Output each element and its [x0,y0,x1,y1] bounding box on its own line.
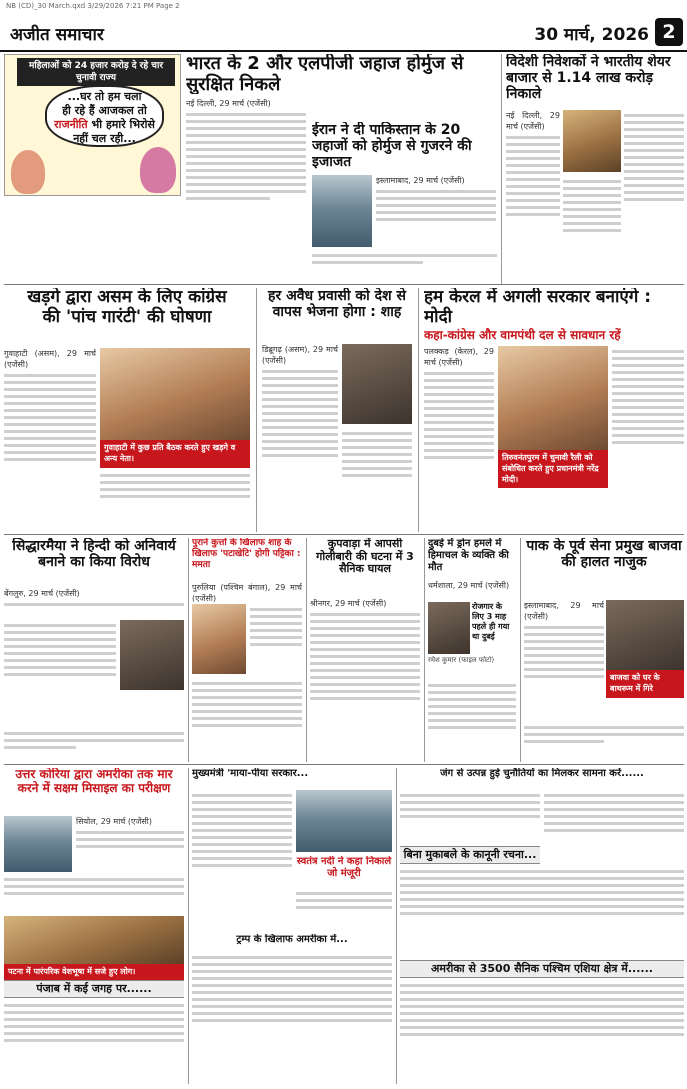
column-divider [424,538,425,762]
punjab-body [4,1000,184,1080]
parade-caption: पटना में पारंपरिक वेशभूषा में सजे हुए लोग। [4,964,184,980]
section-rule [4,764,684,765]
siddaramaiah-dateline: बेंगलुरु, 29 मार्च (एजेंसी) [4,589,80,598]
kharge-dateline: गुवाहाटी (असम), 29 मार्च (एजेंसी) [4,349,96,369]
tripura-sub2-box [192,934,392,950]
kupwara-headline-box [310,538,420,594]
shares-dateline: नई दिल्ली, 29 मार्च (एजेंसी) [506,111,560,131]
shah-story-tail [342,428,412,530]
tripura-photo [296,790,392,852]
cartoon-caption: महिलाओं को 24 हजार करोड़ दे रहे चार चुनावी राज्य [17,58,175,86]
siddaramaiah-tail [4,728,184,760]
tripura-body-col2 [296,888,392,930]
lpg-dateline: नई दिल्ली, 29 मार्च (एजेंसी) [186,99,271,108]
modi-story-col3 [612,346,684,530]
modi-story-headline-box [424,288,684,342]
dubai-headline-box [428,538,516,578]
bubble-highlight: राजनीति [54,118,88,131]
kupwara-body [310,598,420,762]
section-rule [4,534,684,535]
war-subhead: बिना मुकाबले के कानूनी रचना... [400,846,540,864]
tripura-body-bottom [192,952,392,1082]
mamata-headline: पुराने कुत्तों के खिलाफ शाह के खिलाफ 'पटाखेटि' होगी पट्टिका : ममता [192,538,301,570]
bajwa-dateline: इस्लामाबाद, 29 मार्च (एजेंसी) [524,601,604,621]
shah-dateline: डिब्रूगढ़ (असम), 29 मार्च (एजेंसी) [262,345,338,365]
column-divider [188,768,189,1084]
issue-date: 30 मार्च, 2026 [534,25,649,45]
dubai-dateline-box [428,580,516,600]
korea-headline-box [4,768,184,812]
modi-story-body [424,346,494,530]
bajwa-headline-box [524,538,684,598]
column-divider [256,288,257,532]
kharge-headline-line2: की 'पांच गारंटी' की घोषणा [42,306,212,327]
mamata-body-right [250,604,302,674]
dubai-caption: रमेश कुमार (फाइल फोटो) [428,656,495,664]
section-rule [4,284,684,285]
shares-story-headline-box [506,54,684,106]
iran-story-tail [312,250,497,272]
siddaramaiah-body [4,620,116,724]
modi-photo [498,346,608,450]
column-divider [396,768,397,1084]
dubai-body [428,680,516,762]
missile-photo [4,816,72,872]
korea-body [76,816,184,872]
korea-tail [4,874,184,914]
column-divider [306,538,307,762]
bajwa-photo [606,600,684,670]
modi-story-headline: हम केरल में अगली सरकार बनाएंगे : मोदी [424,288,652,327]
bubble-text-1: ...घर तो हम चला [67,90,142,103]
kharge-photo-caption: गुवाहाटी में कुछ प्रति बैठक करते हुए खड़गे व अन्य नेता। [100,440,250,468]
cartoon-figure-right [140,147,176,193]
kupwara-dateline: श्रीनगर, 29 मार्च (एजेंसी) [310,599,387,608]
iran-dateline: इस्लामाबाद, 29 मार्च (एजेंसी) [376,176,465,185]
shares-story-body-col3 [624,110,684,280]
war-body-wide [400,866,684,956]
bubble-text-2: ही रहे हैं आजकल तो [62,104,147,117]
kupwara-headline: कुपवाड़ा में आपसी गोलीबारी की घटना में 3 सैनिक घायल [316,538,414,576]
page-number: 2 [655,18,683,46]
shares-story-body-col2 [563,176,621,280]
shares-story-body-col1 [506,110,560,280]
bajwa-body [524,600,604,720]
modi-dateline: पलक्कड़ (केरल), 29 मार्च (एजेंसी) [424,347,494,367]
shares-story-headline: विदेशी निवेशकों ने भारतीय शेयर बाजार से 1.14 लाख करोड़ निकाले [506,54,671,103]
masthead [0,14,687,52]
modi-story-subheadline: कहा-कांग्रेस और वामपंथी दल से सावधान रहें [424,328,621,342]
cartoon-speech-bubble [45,85,164,147]
war-body-col2 [544,790,684,864]
war-body-col1 [400,790,540,844]
cartoon-figure-left [11,150,45,194]
kharge-headline-line1: खड़गे द्वारा असम के लिए कांग्रेस [27,288,227,307]
tripura-headline-box [192,768,392,786]
china-band: अमरीका से 3500 सैनिक पश्चिम एशिया क्षेत्र में...... [400,960,684,978]
mamata-headline-box [192,538,302,580]
iran-story-headline: ईरान ने दी पाकिस्तान के 20 जहाजों को होर्मुज से गुजरने की इजाजत [312,122,472,171]
dubai-photo [428,602,470,654]
mamata-dateline-box [192,582,302,602]
parade-photo [4,916,184,964]
print-slug: NB (CD)_30 March.qxd 3/29/2026 7:21 PM Page 2 [6,2,180,10]
siddaramaiah-headline: सिद्धारमैया ने हिन्दी को अनिवार्य बनाने का किया विरोध [12,538,176,571]
siddaramaiah-photo [120,620,184,690]
kharge-story-body [4,348,96,528]
tripura-sub1: स्वतंत्र नदी ने कहा निकाले जो मंजूरी [296,856,392,879]
war-headline-box [400,768,684,786]
mamata-dateline: पुरुलिया (पश्चिम बंगाल), 29 मार्च (एजेंसी) [192,583,302,602]
shah-story-headline-box [262,288,412,340]
kharge-story-tail [100,470,250,530]
dubai-headline: दुबई में ड्रोन हमले में हिमाचल के व्यक्ति की मौत [428,538,509,573]
dubai-pull-quote [472,602,516,654]
bajwa-tail [524,722,684,762]
iran-story-body [376,175,496,247]
lpg-story-headline: भारत के 2 और एलपीजी जहाज होर्मुज से सुरक्षित निकले [186,54,464,94]
newspaper-name: अजीत समाचार [10,25,104,45]
lpg-story-body [186,98,306,248]
column-divider [520,538,521,762]
kharge-photo [100,348,250,440]
column-divider [418,288,419,532]
modi-photo-caption: तिरुवनंतपुरम में चुनावी रैली को संबोधित करते हुए प्रधानमंत्री नरेंद्र मोदी। [498,450,608,488]
bubble-text-4: नहीं चल रही... [73,132,136,145]
shah-story-headline: हर अवैध प्रवासी को देश से वापस भेजना होगा : शाह [268,288,406,321]
ship-photo [312,175,372,247]
war-headline: जंग से उत्पन्न हुई चुनौतियों का मिलकर सामना करें...... [440,768,644,779]
bajwa-caption: बाजवा को घर के बाथरूम में गिरे [606,670,684,698]
tripura-headline: मुख्यमंत्री 'माया-पीया सरकार... [192,768,309,779]
mamata-body [192,678,302,762]
cartoon-panel [4,54,181,196]
tripura-body-col1 [192,790,292,930]
korea-dateline: सियोल, 29 मार्च (एजेंसी) [76,817,152,826]
column-divider [188,538,189,762]
siddaramaiah-body-top [4,588,184,618]
bajwa-headline: पाक के पूर्व सेना प्रमुख बाजवा की हालत नाजुक [526,538,682,571]
tripura-sub2: ट्रम्प के खिलाफ अमरीका में... [236,934,348,945]
column-divider [501,54,502,284]
lpg-story-headline-box [186,54,496,94]
mamata-photo [192,604,246,674]
shah-story-body [262,344,338,530]
china-body [400,980,684,1082]
siddaramaiah-headline-box [4,538,184,584]
iran-story-headline-box [312,122,497,172]
tripura-sub1-box [296,856,392,886]
dubai-dateline: धर्मशाला, 29 मार्च (एजेंसी) [428,581,510,590]
market-photo [563,110,621,172]
punjab-band: पंजाब में कई जगह पर...... [4,980,184,998]
korea-headline: उत्तर कोरिया द्वारा अमरीका तक मार करने में सक्षम मिसाइल का परीक्षण [15,768,173,795]
kharge-story-headline-box [4,288,250,344]
dubai-pull-text: रोजगार के लिए 3 माह पहले ही गया था दुबई [472,602,510,641]
shah-photo [342,344,412,424]
bubble-text-3: भी हमारे भिरोसे [91,118,155,131]
